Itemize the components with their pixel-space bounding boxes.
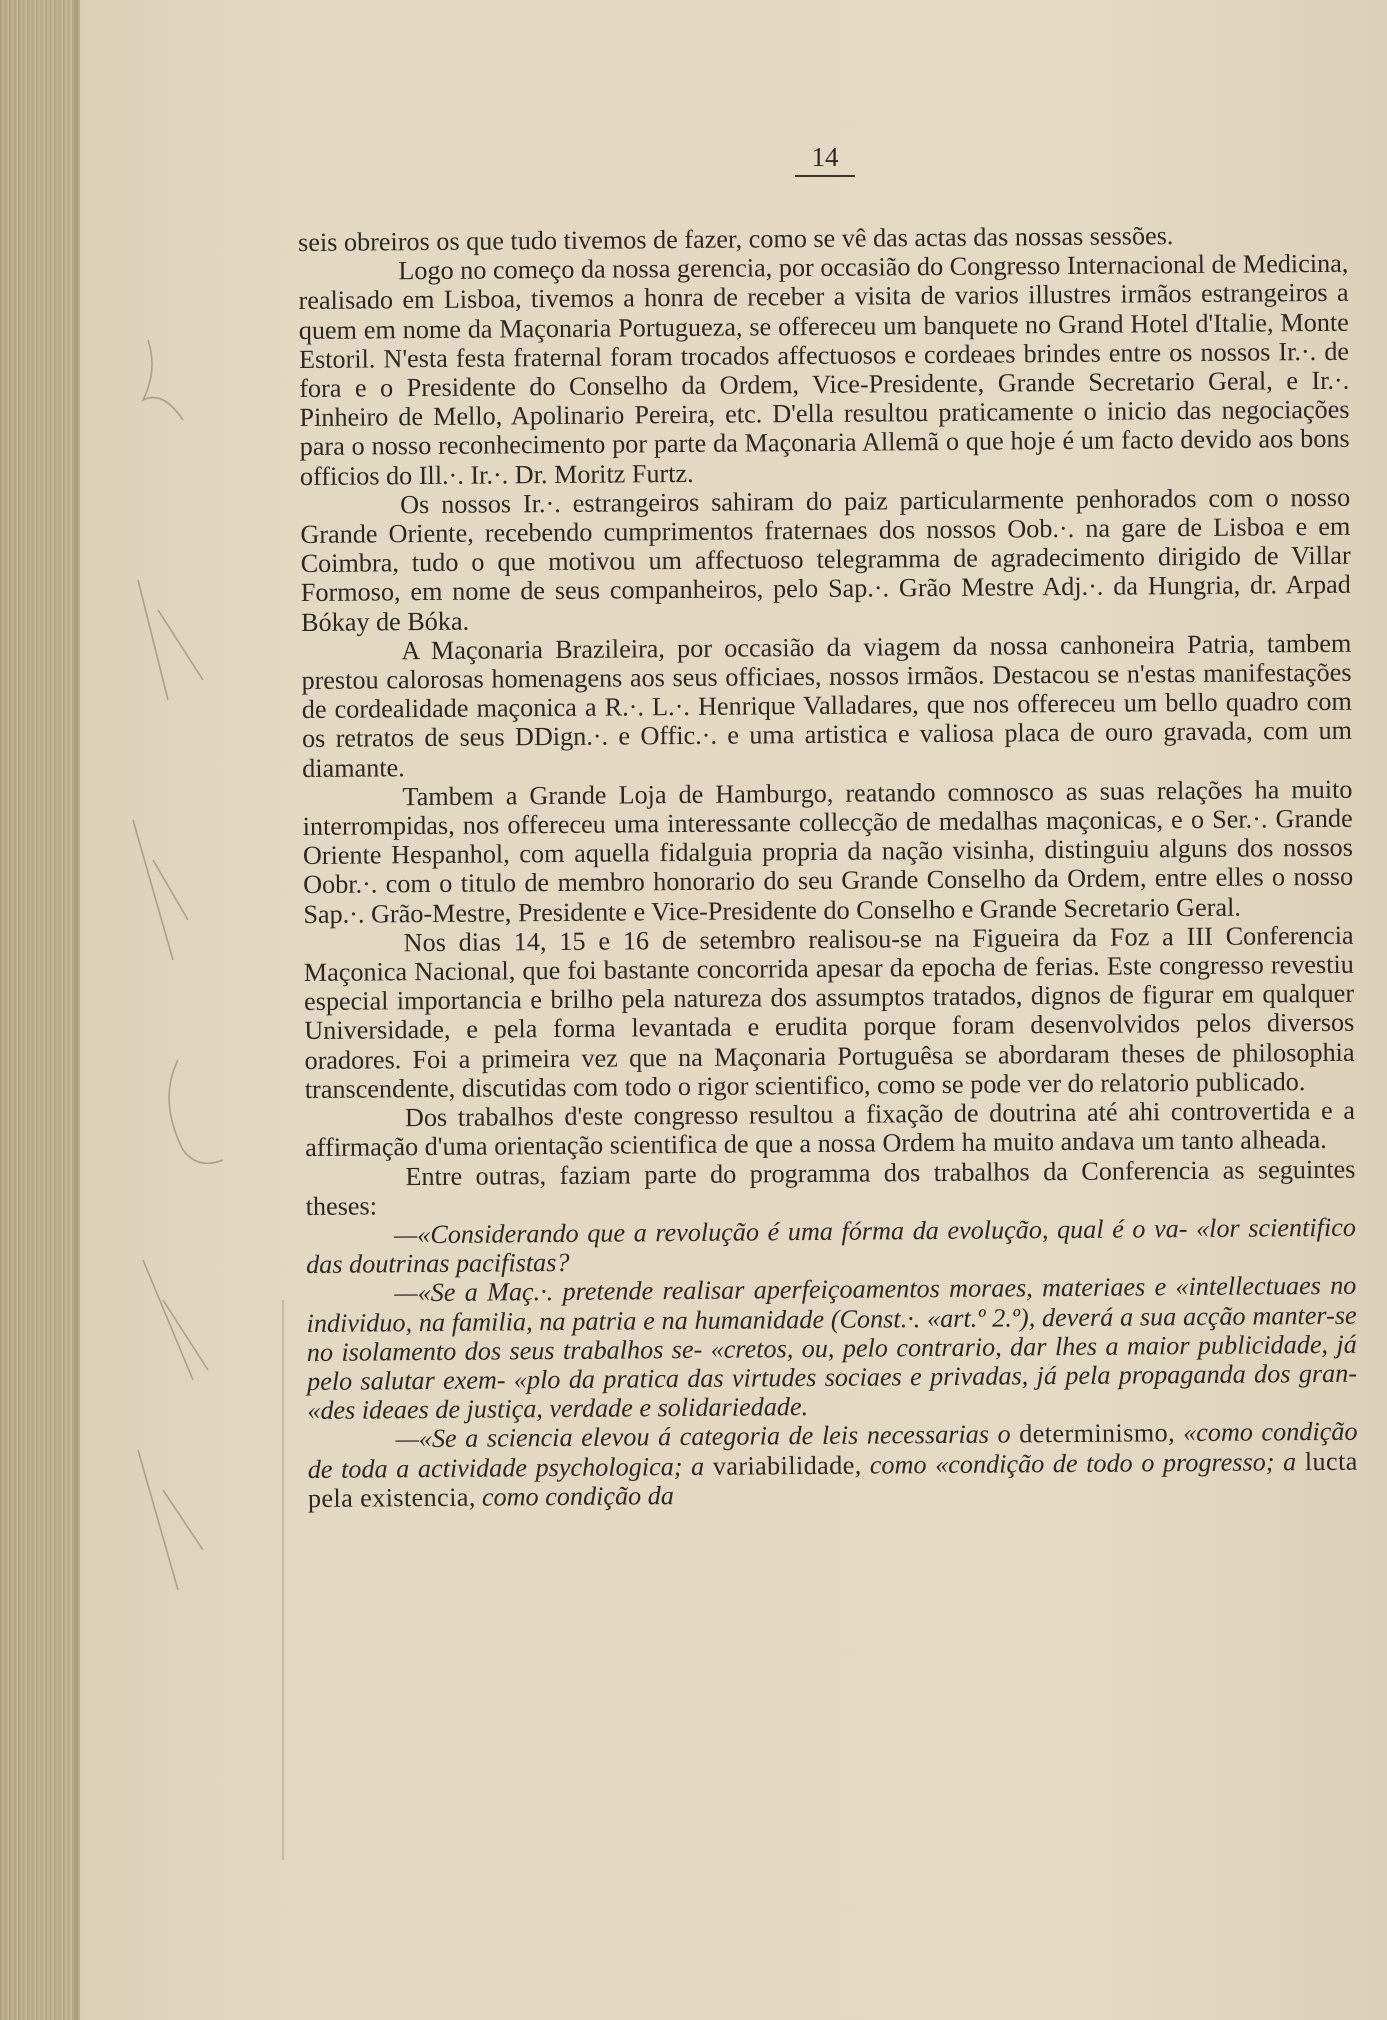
paragraph: Tambem a Grande Loja de Hamburgo, reatando comnosco as suas relações ha muito interrompidas, nos offereceu uma interessante collecção de medalhas maçonicas, e o Ser.·. Grande Oriente Hespanhol, com aquella fidalguia propria da nação visinha, distinguiu alguns dos nossos Oobr.·. com o titulo de membro honorario do seu Grande Conselho da Ordem, entre elles o nosso Sap.·. Grão-Mestre, Presidente e Vice-Presidente do Conselho e Grande Secretario Geral.: [302, 774, 1354, 929]
paragraph: Nos dias 14, 15 e 16 de setembro realisou-se na Figueira da Foz a III Conferencia Maçonica Nacional, que foi bastante concorrida apesar da epocha de ferias. Este congresso revestiu especial importancia e brilho pela natureza dos assumptos tratados, dignos de figurar em qualquer Universidade, e pela forma levantada e erudita porque foram desenvolvidos pelos diversos oradores. Foi a primeira vez que na Maçonaria Portuguêsa se abordaram theses de philosophia transcendente, discutidas com todo o rigor scientifico, como se pode ver do relatorio publicado.: [303, 920, 1355, 1104]
thesis-term: variabilidade: [712, 1450, 855, 1481]
binding-edge: [74, 0, 80, 2020]
pencil-stroke: [138, 1450, 203, 1590]
thesis-term: lucta pela existencia: [307, 1446, 1358, 1513]
paragraph: A Maçonaria Brazileira, por occasião da viagem da nossa canhoneira Patria, tambem prestou calorosas homenagens aos seus officiaes, nossos irmãos. Destacou se n'estas manifestações de cordealidade maçonica a R.·. L.·. Henrique Valladares, que nos offereceu um bello quadro com os retratos de seus DDign.·. e Offic.·. e uma artistica e valiosa placa de ouro gravada, com um diamante.: [301, 628, 1353, 783]
body-text: [298, 220, 1358, 1513]
paragraph: Logo no começo da nossa gerencia, por occasião do Congresso Internacional de Medicina, realisado em Lisboa, tivemos a honra de receber a visita de varios illustres irmãos estrangeiros a quem em nome da Maçonaria Portugueza, se offereceu um banquete no Grand Hotel d'Italie, Monte Estoril. N'esta festa fraternal foram trocados affectuosos e cordeaes brindes entre os nossos Ir.·. de fora e o Presidente do Conselho da Ordem, Vice-Presidente, Grande Secretario Geral, e Ir.·. Pinheiro de Mello, Apolinario Pereira, etc. D'ella resultou praticamente o inicio das negociações para o nosso reconhecimento por parte da Maçonaria Allemã o que hoje é um facto devido aos bons officios do Ill.·. Ir.·. Dr. Moritz Furtz.: [298, 248, 1350, 491]
pencil-stroke: [133, 820, 188, 960]
page-number: 14: [795, 142, 855, 177]
thesis-text: —«Se a sciencia elevou á categoria de leis necessarias o: [395, 1419, 1020, 1454]
pencil-stroke: [143, 340, 183, 420]
thesis-quote: —«Considerando que a revolução é uma fórma da evolução, qual é o va- «lor scientifico das doutrinas pacifistas?: [306, 1212, 1356, 1280]
pencil-stroke: [169, 1060, 223, 1163]
paragraph: Entre outras, faziam parte do programma dos trabalhos da Conferencia as seguintes theses:: [305, 1154, 1356, 1221]
paragraph: seis obreiros os que tudo tivemos de fazer, como se vê das actas das nossas sessões.: [298, 221, 1174, 257]
thesis-term: determinismo: [1019, 1418, 1169, 1449]
book-binding: [0, 0, 78, 2020]
thesis-quote: —«Se a Maç.·. pretende realisar aperfeiçoamentos moraes, materiaes e «intellectuaes no individuo, na familia, na patria e na humanidade (Const.·. «art.º 2.º), deverá a sua acção manter-se no isolamento dos seus trabalhos se- «cretos, ou, pelo contrario, dar lhes a maior publicidade, já pelo salutar exem- «plo da pratica das virtudes sociaes e privadas, já pela propaganda dos gran- «des ideaes de justiça, verdade e solidariedade.: [306, 1271, 1358, 1426]
pencil-marginalia: [118, 300, 288, 1650]
pencil-stroke: [143, 1260, 208, 1380]
paragraph: Dos trabalhos d'este congresso resultou a fixação de doutrina até ahi controvertida e a affirmação d'uma orientação scientifica de que a nossa Ordem ha muito andava um tanto alheada.: [305, 1095, 1356, 1163]
thesis-text: , «como condição de toda a actividade psychologica; a: [307, 1417, 1358, 1484]
thesis-quote-last: [307, 1417, 1358, 1513]
margin-rule: [282, 1300, 284, 1860]
thesis-text: , como «condição de todo o progresso; a: [854, 1446, 1305, 1480]
pencil-stroke: [138, 580, 203, 700]
thesis-text: , como condição da: [468, 1480, 675, 1512]
paragraph: Os nossos Ir.·. estrangeiros sahiram do paiz particularmente penhorados com o nosso Grande Oriente, recebendo cumprimentos fraternaes dos nossos Oob.·. na gare de Lisboa e em Coimbra, tudo o que motivou um affectuoso telegramma de agradecimento dirigido de Villar Formoso, em nome de seus companheiros, pelo Sap.·. Grão Mestre Adj.·. da Hungria, dr. Arpad Bókay de Bóka.: [300, 482, 1351, 637]
